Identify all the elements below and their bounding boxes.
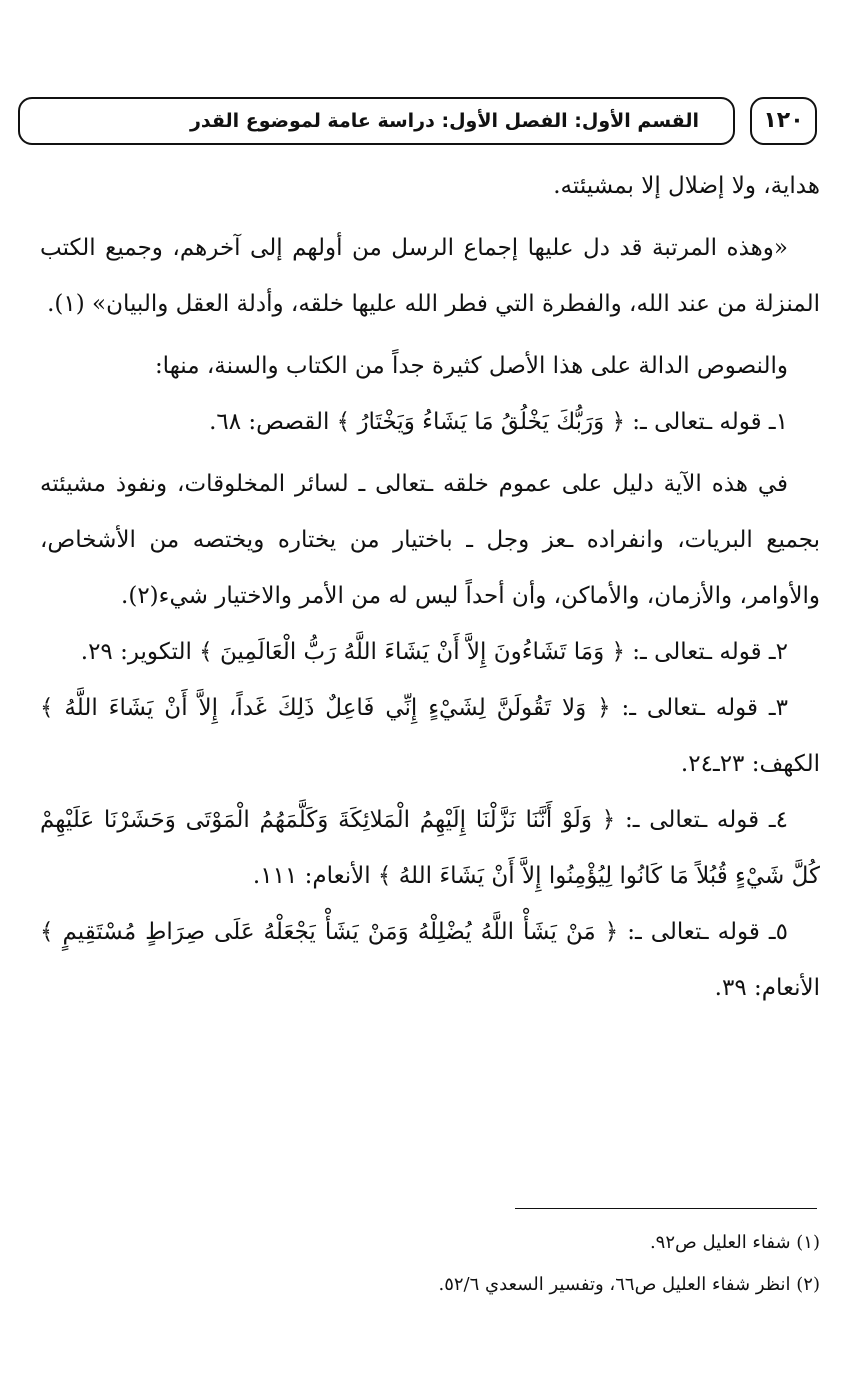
list-item-2: ٢ـ قوله ـتعالى ـ: ﴿ وَمَا تَشَاءُونَ إِلاَّ أَنْ يَشَاءَ اللَّهُ رَبُّ الْعَالَمِينَ ﴾ التكوير: ٢٩. (80, 639, 788, 665)
paragraph-intro: والنصوص الدالة على هذا الأصل كثيرة جداً من الكتاب والسنة، منها: (154, 353, 788, 379)
paragraph-continuation: هداية، ولا إضلال إلا بمشيئته. (553, 173, 820, 199)
footnote-2: (٢) انظر شفاء العليل ص٦٦، وتفسير السعدي ٥٢/٦. (438, 1274, 820, 1295)
running-header-title: القسم الأول: الفصل الأول: دراسة عامة لموضوع القدر (18, 97, 735, 145)
footnotes (40, 1222, 820, 1306)
footnote-divider (515, 1208, 817, 1209)
footnote-1: (١) شفاء العليل ص٩٢. (649, 1232, 820, 1253)
paragraph-quotation: «وهذه المرتبة قد دل عليها إجماع الرسل من أولهم إلى آخرهم، وجميع الكتب المنزلة من عند الله، والفطرة التي فطر الله عليها خلقه، وأدلة العقل والبيان» (١). (40, 235, 820, 317)
paragraph-commentary: في هذه الآية دليل على عموم خلقه ـتعالى ـ لسائر المخلوقات، ونفوذ مشيئته بجميع البريات، وانفراده ـعز وجل ـ باختيار من يختاره ويختصه من الأشخاص، والأوامر، والأزمان، والأماكن، وأن أحداً ليس له من الأمر والاختيار شيء(٢). (40, 471, 820, 609)
list-item-4: ٤ـ قوله ـتعالى ـ: ﴿ وَلَوْ أَنَّنَا نَزَّلْنَا إِلَيْهِمُ الْمَلائِكَةَ وَكَلَّمَهُمُ الْمَوْتَى وَحَشَرْنَا عَلَيْهِمْ كُلَّ شَيْءٍ قُبُلاً مَا كَانُوا لِيُؤْمِنُوا إِلاَّ أَنْ يَشَاءَ اللهُ ﴾ الأنعام: ١١١. (40, 807, 820, 889)
main-text (40, 158, 820, 1016)
list-item-1: ١ـ قوله ـتعالى ـ: ﴿ وَرَبُّكَ يَخْلُقُ مَا يَشَاءُ وَيَخْتَارُ ﴾ القصص: ٦٨. (209, 409, 788, 435)
list-item-3: ٣ـ قوله ـتعالى ـ: ﴿ وَلا تَقُولَنَّ لِشَيْءٍ إِنِّي فَاعِلٌ ذَلِكَ غَداً، إِلاَّ أَنْ يَشَاءَ اللَّهُ ﴾ الكهف: ٢٣ـ٢٤. (40, 695, 820, 777)
page-number: ١٢٠ (750, 97, 817, 145)
list-item-5: ٥ـ قوله ـتعالى ـ: ﴿ مَنْ يَشَأْ اللَّهُ يُضْلِلْهُ وَمَنْ يَشَأْ يَجْعَلْهُ عَلَى صِرَاطٍ مُسْتَقِيمٍ ﴾ الأنعام: ٣٩. (40, 919, 820, 1001)
